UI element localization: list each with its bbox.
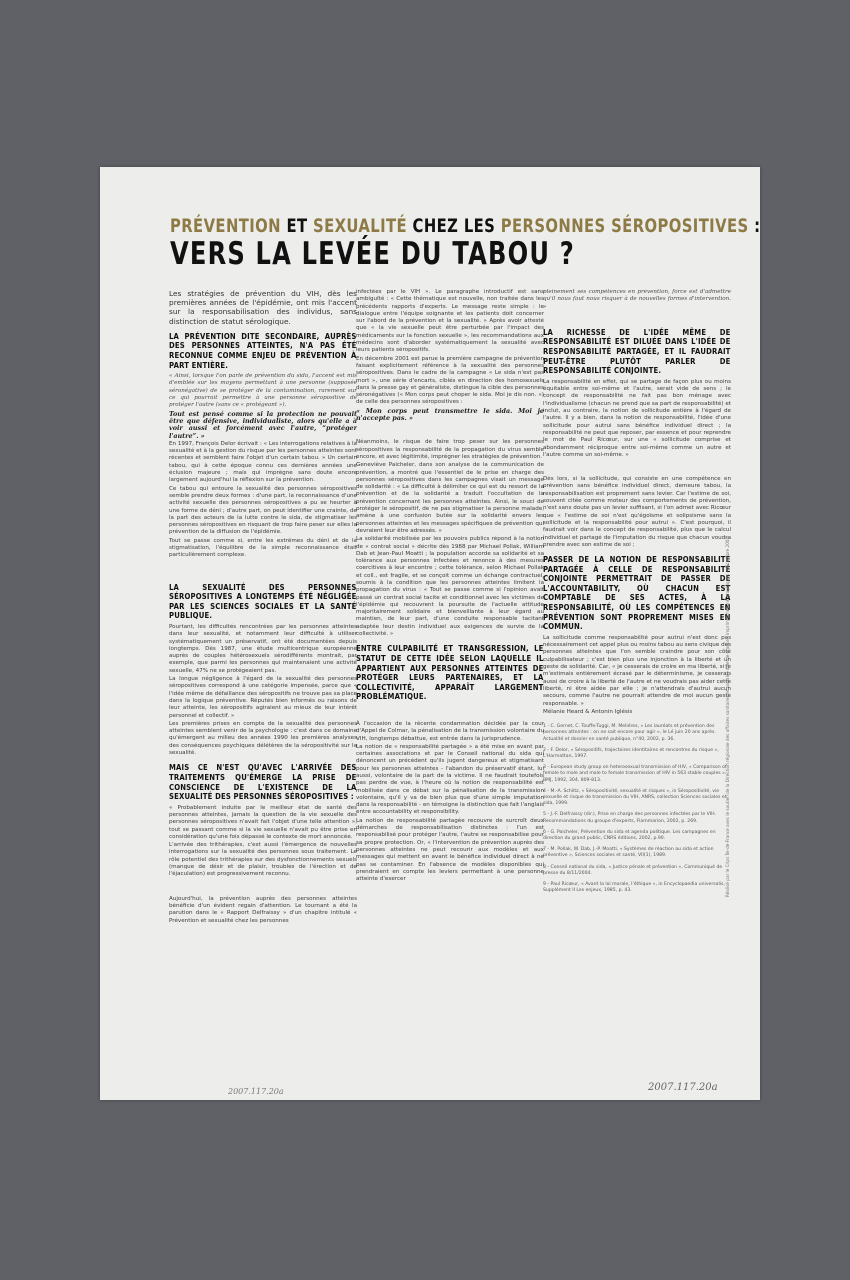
paragraph: Dès lors, si la sollicitude, qui consiste en une compétence en prévention sans bénéfice individuel direct, demeure tabou, la responsabilisation est proprement sans levier. Car l'estime de soi, souvent citée comme moteur des comportements de prévention, n'est sans doute pas un levier suffisant, si l'on admet avec Ricœur que « l'estime de soi n'est qu'égoïsme et solipsisme sans la sollicitude et la responsabilité pour autrui ». C'est pourquoi, il faudrait voir dans le concept de responsabilité, plus que le calcul individuel et partagé de l'imputation du risque que chacun voudra prendre avec son estime de soi ; <box>543 476 731 548</box>
column-3 <box>543 289 731 899</box>
section-heading: ENTRE CULPABILITÉ ET TRANSGRESSION, LE STATUT DE CETTE IDÉE SELON LAQUELLE IL APPARTIENT AUX PERSONNES ATTEINTES DE PROTÉGER LEURS PARTENAIRES, ET LA COLLECTIVITÉ, APPARAÎT LARGEMENT PROBLÉMATIQUE. <box>356 644 544 702</box>
footnote: 7 - M. Pollak, W. Dab, J.-P. Moatti, « Systèmes de réaction au sida et action préventive », Sciences sociales et santé, VII(1), 1989. <box>543 847 714 859</box>
side-credit-text: Réalisé par le Crips Île-de-France avec le soutien de la Direction régionale des affaires sanitaires et sociales d'Île-de-France - Imprimé chez Ink graphiques - décembre 2004 <box>725 536 730 897</box>
paragraph: La longue négligence à l'égard de la sexualité des personnes séropositives correspond à une catégorie impensée, parce que « l'idée même de défaillance des séropositifs ne trouve pas sa place dans la logique préventive. Réputés bien informés ou raisons de leur atteinte, les séropositifs agiraient au mieux de leur intérêt personnel et collectif. » <box>169 676 357 719</box>
section-heading: LA SEXUALITÉ DES PERSONNES SÉROPOSITIVES A LONGTEMPS ÉTÉ NÉGLIGÉE PAR LES SCIENCES SOCIALES ET LA SANTÉ PUBLIQUE. <box>169 582 357 621</box>
paragraph: infectées par le VIH ». Le paragraphe introductif est sans ambiguïté : « Cette thématique est nouvelle, non traitée dans les précédents rapports d'experts. Le message reste simple : le dialogue entre l'équipe soignante et les patients doit concerner sur l'abord de la prévention et la sexualité. » Après avoir attesté que « la vie sexuelle peut être perturbée par l'impact des médicaments sur la fonction sexuelle », les recommandations aux médecins sont d'aborder systématiquement la sexualité avec leurs patients séropositifs. <box>356 289 544 354</box>
quote: « Ainsi, lorsque l'on parle de prévention du sida, l'accent est mis d'emblée sur les moyens permettant à une personne (supposée séronégative) de se protéger de la contamination, rarement sur ce qui pourrait permettre à une personne séropositive de protéger l'autre (sans ce « protégeant »). <box>169 373 357 409</box>
section-heading: MAIS CE N'EST QU'AVEC L'ARRIVÉE DES TRAITEMENTS QU'ÉMERGE LA PRISE DE CONSCIENCE DE L'EXISTENCE DE LA SEXUALITÉ DES PERSONNES SÉROPOSITIVES : <box>169 763 357 802</box>
section-heading: PASSER DE LA NOTION DE RESPONSABILITÉ PARTAGÉE À CELLE DE RESPONSABILITÉ CONJOINTE PERMETTRAIT DE PASSER DE L'ACCOUNTABILITY, OÙ CHACUN EST COMPTABLE DE SES ACTES, À LA RESPONSABILITÉ, OÙ LES COMPÉTENCES EN PRÉVENTION SONT PROPREMENT MISES EN COMMUN. <box>543 555 731 632</box>
footnote: 1 - C. Gernet, C. Touffe-Tuggi, M. Meliéres, « Les lauréats et prévention des personnes atteintes : on ne sait encore pour agir », le Lé juin 20 ans après. Actualité et dossier en santé publique, n°40, 2002, p. 36. <box>543 724 716 742</box>
paragraph: La notion de « responsabilité partagée » a été mise en avant par certaines associations et par le Conseil national du sida qui dénoncent un précédent qu'ils jugent dangereux et stigmatisant pour les personnes atteintes - l'abandon du préservatif étant, lui aussi, volontaire de la part de la victime. Il ne faudrait toutefois pas perdre de vue, à l'heure où la notion de responsabilité est mobilisée dans ce débat sur la pénalisation de la transmission volontaire, qu'il y va de bien plus que d'une simple imputation dans la responsabilité - en témoigne la distinction que fait l'anglais entre accountability et responsibility. <box>356 743 544 816</box>
paragraph: À l'occasion de la récente condamnation décidée par la cour d'Appel de Colmar, la pénalisation de la transmission volontaire du VIH, longtemps débattue, est entrée dans la jurisprudence. <box>356 720 544 742</box>
paragraph: Aujourd'hui, la prévention auprès des personnes atteintes bénéficie d'un évident regain d'attention. Le tournant a été la parution dans le « Rapport Delfraissy » d'un chapitre intitulé « Prévention et sexualité chez les personnes <box>169 895 357 924</box>
footnote: 9 - Paul Ricœur, « Avant la loi morale, l'éthique », in Encyclopaedia universalis, Supplément II Les enjeux, 1985, p. 43. <box>543 881 725 894</box>
paragraph: Pourtant, les difficultés rencontrées par les personnes atteintes dans leur sexualité, et notamment leur difficulté à utiliser systématiquement un préservatif, ont été documentées depuis longtemps. Dès 1987, une étude multicentrique européenne auprès de couples hétérosexuels sérodifférents montrait, par exemple, que parmi les personnes qui maintenaient une activité sexuelle, 47% ne se protégeaient pas. <box>169 623 357 674</box>
title-colon: : <box>748 215 760 237</box>
quote: pleinement ses compétences en prévention, force est d'admettre qu'il nous faut nous risquer à de nouvelles formes d'intervention. » <box>543 289 731 310</box>
paragraph: La notion de responsabilité partagée recouvre de surcroît deux démarches de responsabilisation distinctes : l'un est responsabilisé pour protéger l'autre, l'autre se responsabilise pour sa propre protection. Or, « l'intervention de prévention auprès des personnes atteintes ne peut recourir aux modèles et aux messages qui mettent en avant le bénéfice individuel direct à ne pas se contaminer. En l'absence de modèles disponibles qui prendraient en compte les leviers permettant à une personne atteinte d'exercer <box>356 817 544 883</box>
handwritten-accession-left: 2007.117.20a <box>228 1087 284 1096</box>
paragraph: La sollicitude comme responsabilité pour autrui n'est donc pas nécessairement cet appel plus ou moins tabou au sens civique des personnes atteintes que l'on semble craindre pour son côté culpabilisateur ; c'est bien plus une injonction à la liberté et un geste de solidarité. Car, « je cesserais de croire en ma liberté, si je m'estimais entièrement écrasé par le déterminisme, je cesserais aussi de croire à la liberté de l'autre et ne voudrais pas aider cette liberté, ni être aidée par elle ; je n'attendrais d'autrui aucun secours, comme l'autre ne pourrait attendre de moi aucun geste responsable. » <box>543 634 731 707</box>
paragraph: La solidarité mobilisée par les pouvoirs publics répond à la notion de « contrat social » décrite dès 1988 par Michael Pollak, William Dab et Jean-Paul Moatti ; la population accorde sa solidarité et sa tolérance aux personnes infectées et renonce à des mesures coercitives à leur encontre ; cette tolérance, selon Michael Pollak et coll., est fragile, et se conçoit comme un échange contractuel, soumis à la condition que les personnes atteintes limitent la propagation du virus : « Tout se passe comme si l'opinion avait passé un contrat social tacite et conditionnel avec les victimes de l'épidémie qui recouvrent la poursuite de l'actuelle attitude majoritairement solidaire et bienveillante à leur égard au maintien, de leur part, d'une conduite responsable tacitant adaptée leur destin individuel aux exigences de survie de la collectivité. » <box>356 536 544 638</box>
poster-title <box>170 215 760 272</box>
footnote: 5 - J.-F. Delfraissy (dir.), Prise en charge des personnes infectées par le VIH. Recommandations du groupe d'experts, Flammarion, 2002, p. 269. <box>543 812 716 824</box>
lead-paragraph: Les stratégies de prévention du VIH, dès les premières années de l'épidémie, ont mis l'accent sur la responsabilisation des individus, sans distinction de statut sérologique. <box>169 289 357 326</box>
title-word-chez-les: CHEZ LES <box>407 215 501 237</box>
title-word-personnes: PERSONNES SÉROPOSITIVES <box>500 215 749 237</box>
paragraph: Tout se passe comme si, entre les extrêmes du déni et de la stigmatisation, l'équilibre de la simple reconnaissance était particulièrement complexe. <box>169 537 357 559</box>
paragraph: La responsabilité en effet, qui se partage de façon plus ou moins équitable entre soi-même et l'autre, serait vide de sens ; le concept de responsabilité ne fait pas bon ménage avec l'individualisme (chacun ne prend que sa part de responsabilité) et inclut, au contraire, la notion de sollicitude entière à l'égard de l'autre. Il y a bien, dans la notion de responsabilité, l'idée d'une sollicitude pour autrui sans bénéfice individuel direct ; la responsabilité ne peut que reposer, par essence et pour reprendre le mot de Paul Ricœur, sur une « sollicitude comprise et abondamment réciproque entre soi-même comme un autre et l'autre comme un soi-même. » <box>543 378 731 458</box>
section-heading: LA RICHESSE DE L'IDÉE MÊME DE RESPONSABILITÉ EST DILUÉE DANS L'IDÉE DE RESPONSABILITÉ PARTAGÉE, ET IL FAUDRAIT PEUT-ÊTRE PLUTÔT PARLER DE RESPONSABILITÉ CONJOINTE. <box>543 327 731 376</box>
footnote: 4 - M.-A. Schiltz, « Séropositivité, sexualité et risques », in Séropositivité, vie sexuelle et risque de transmission du VIH, ANRS, collection Sciences sociales et sida, 1999. <box>543 788 727 807</box>
paragraph: En 1997, François Delor écrivait : « Les interrogations relatives à la sexualité et à la gestion du risque par les personnes atteintes sont récentes et semblent faire l'objet d'un certain tabou. » Un certain tabou, qui à cette époque connu ces dernières années une éclusion majeure ; mais qui imprègne sans doute encore largement aujourd'hui la réflexion sur la prévention. <box>169 440 357 484</box>
side-credit <box>723 337 733 897</box>
quote-emphasis: Tout est pensé comme si la protection ne pouvait être que défensive, individualiste, alors qu'elle a à voir aussi et forcément avec l'autre, “protéger l'autre”. » <box>169 409 357 440</box>
handwritten-accession-right: 2007.117.20a <box>648 1082 718 1093</box>
title-line-1 <box>170 215 760 237</box>
paragraph: Ce tabou qui entoure la sexualité des personnes séropositives semble prendre deux formes : d'une part, la reconnaissance d'une activité sexuelle des personnes séropositives a pu se heurter à une forme de déni ; d'autre part, on peut identifier une crainte, de la part des acteurs de la lutte contre le sida, de stigmatiser les personnes séropositives en risquant de trop faire peser sur elles la prévention de la diffusion de l'épidémie. <box>169 485 357 536</box>
poster-sheet <box>100 167 760 1100</box>
footnote: 6 - G. Paicheler, Prévention du sida et agenda politique. Les campagnes en direction du grand public, CNRS éditions, 2002, p.90. <box>543 829 716 841</box>
title-word-sexualite: SEXUALITÉ <box>313 215 408 237</box>
paragraph: L'arrivée des trithérapies, c'est aussi l'émergence de nouvelles interrogations sur la sexualité des personnes sous traitement. Le rôle potentiel des trithérapies sur des dysfonctionnements sexuels (manque de désir et de plaisir, troubles de l'érection et de l'éjaculation) est progressivement reconnu. <box>169 842 357 878</box>
footnotes <box>543 724 731 894</box>
paragraph: « Probablement induite par le meilleur état de santé des personnes atteintes, jamais la question de la vie sexuelle des personnes séropositives n'avait fait l'objet d'une telle attention », tout se passant comme si la vie sexuelle n'avait pu être prise en considération qu'une fois dépassé le contexte de mort annoncée. <box>169 804 357 840</box>
paragraph: Geneviève Paicheler, dans son analyse de la communication de prévention, a montré que l'essentiel de le prise en charge des personnes séropositives dans les campagnes visait un message de solidarité : « La difficulté à délimiter ce qui est du ressort de la prévention et de la solidarité a traduit l'occultation de la prévention concernant les personnes atteintes. Ainsi, le souci de protéger le séropositif, de ne pas stigmatiser la personne malade, amène à une confusion butée sur la solidarité envers les personnes atteintes et les messages spécifiques de prévention qui devraient leur être adressés. » <box>356 462 544 534</box>
column-1 <box>169 289 357 926</box>
signature: Mélanie Heard & Antonin Iglésis <box>543 708 633 715</box>
column-2 <box>356 289 544 884</box>
section-heading: LA PRÉVENTION DITE SECONDAIRE, AUPRÈS DES PERSONNES ATTEINTES, N'A PAS ÉTÉ RECONNUE COMME ENJEU DE PRÉVENTION À PART ENTIÈRE. <box>169 331 357 370</box>
footnote: 3 - European study group on heterosexual transmission of HIV, « Comparison of female to male and male to female transmission of HIV in 563 stable couples », BMJ, 1992, 304, 809-813. <box>543 765 727 783</box>
paragraph: Les premières prises en compte de la sexualité des personnes atteintes semblent venir de la psychologie : c'est dans ce domaine qu'émergent au milieu des années 1990 les premières analyses des conséquences psychiques délétères de la séropositivité sur la sexualité. <box>169 720 357 757</box>
paragraph: Néanmoins, le risque de faire trop peser sur les personnes séropositives la responsabilité de la propagation du virus semble encore, et avec légitimité, imprégner les stratégies de prévention. <box>356 439 544 460</box>
title-word-et: ET <box>280 215 314 237</box>
title-word-prevention: PRÉVENTION <box>170 215 281 237</box>
title-line-2: VERS LA LEVÉE DU TABOU ? <box>170 236 575 272</box>
quote-emphasis: « Mon corps peut transmettre le sida. Moi je n'accepte pas. » <box>356 406 544 423</box>
paragraph: En décembre 2001 est parue la première campagne de prévention faisant explicitement référence à la sexualité des personnes séropositives. Dans le cadre de la campagne « Le sida n'est pas mort », une série d'encarts, ciblés en direction des homosexuels dans la presse gay et généraliste, distingue la cible des personnes séronégatives (« Mon corps peut choper le sida. Moi je dis non. ») de celle des personnes séropositives : <box>356 355 544 406</box>
footnote: 8 - Conseil national du sida, « Justice pénale et prévention », Communiqué de presse du 8/11/2004. <box>543 864 723 876</box>
footnote: 2 - F. Delor, « Séropositifs, trajectoires identitaires et rencontres du risque », L'Harmattan, 1997. <box>543 747 719 759</box>
